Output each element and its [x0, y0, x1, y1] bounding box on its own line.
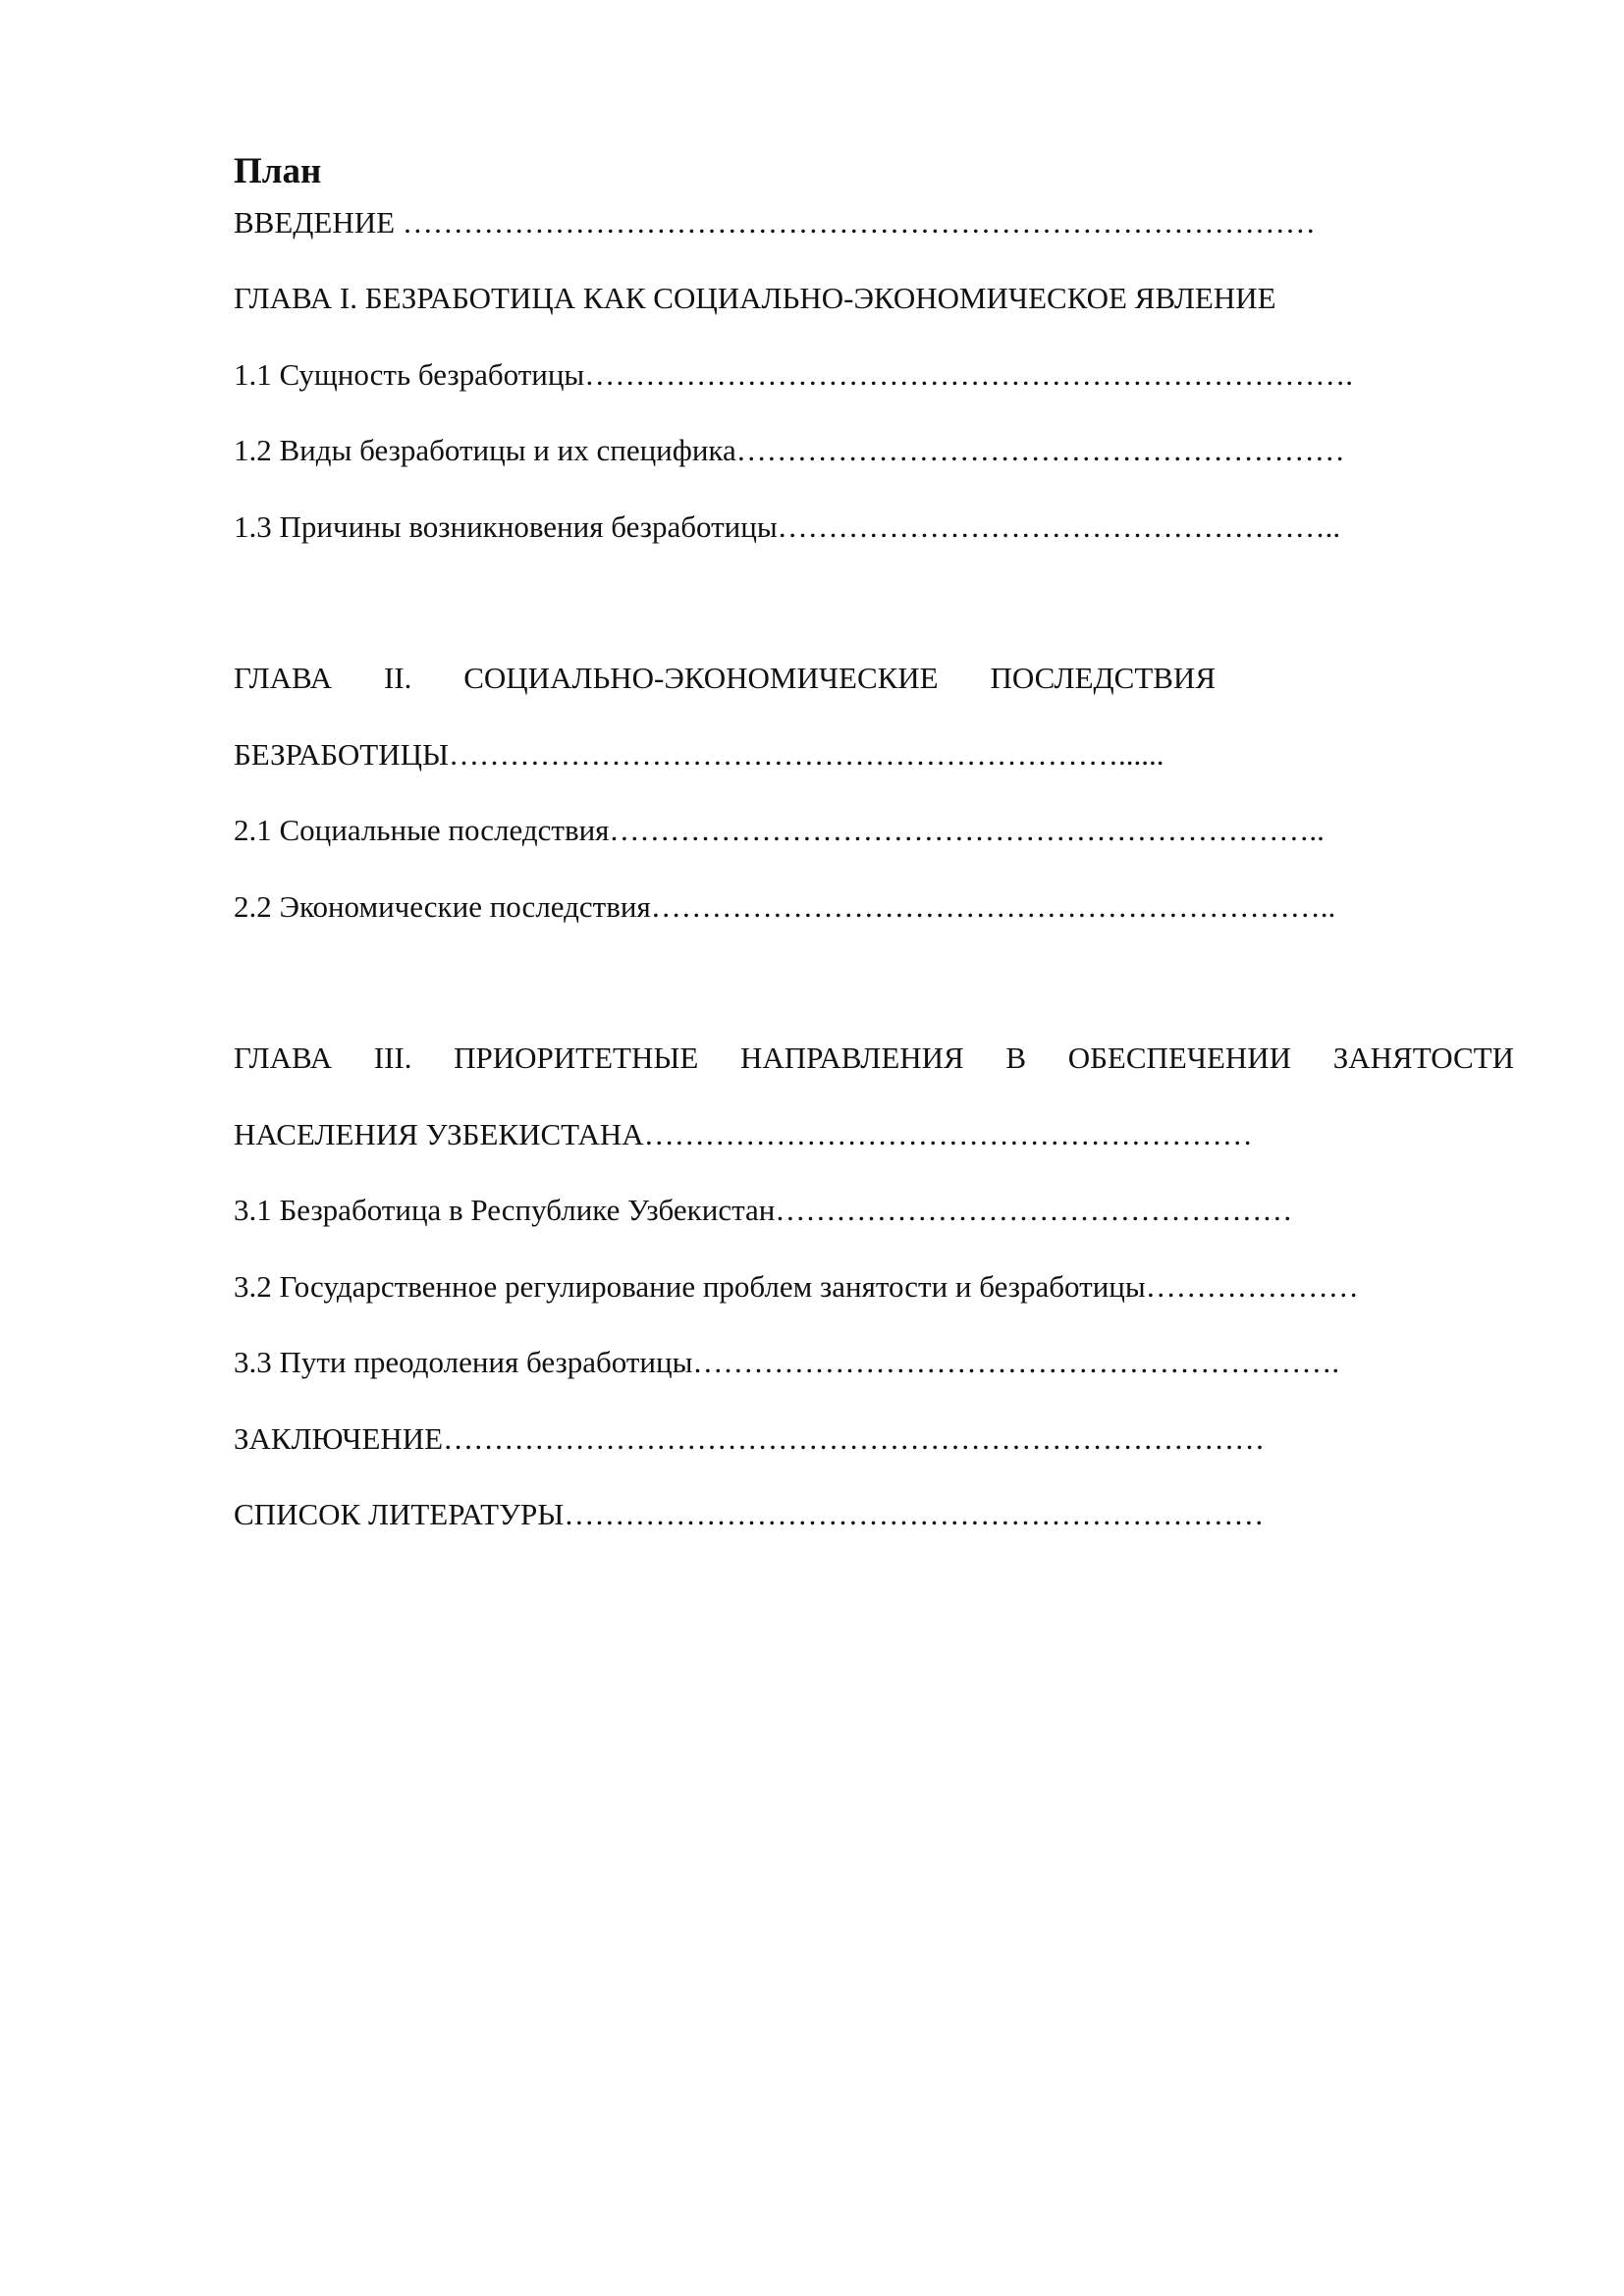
- toc-entry-section-3-1: 3.1 Безработица в Республике Узбекистан……………………………………………: [234, 1193, 1293, 1227]
- toc-entry-section-1-3: 1.3 Причины возникновения безработицы………………………………………………..: [234, 509, 1341, 544]
- toc-entry-conclusion: ЗАКЛЮЧЕНИЕ………………………………………………………………………: [234, 1421, 1266, 1456]
- toc-entry-chapter-2-line-1: ГЛАВА II. СОЦИАЛЬНО-ЭКОНОМИЧЕСКИЕ ПОСЛЕДСТВИЯ: [234, 661, 1216, 695]
- toc-entry-section-2-1: 2.1 Социальные последствия……………………………………………………………..: [234, 813, 1325, 847]
- toc-entry-references: СПИСОК ЛИТЕРАТУРЫ……………………………………………………………: [234, 1497, 1265, 1531]
- toc-entry-chapter-3-line-2: НАСЕЛЕНИЯ УЗБЕКИСТАНА……………………………………………………: [234, 1117, 1253, 1151]
- toc-entry-section-1-1: 1.1 Сущность безработицы………………………………………………………………….: [234, 357, 1354, 392]
- toc-entry-chapter-3-line-1: ГЛАВА III. ПРИОРИТЕТНЫЕ НАПРАВЛЕНИЯ В ОБЕСПЕЧЕНИИ ЗАНЯТОСТИ: [234, 1041, 1514, 1075]
- toc-entry-section-1-2: 1.2 Виды безработицы и их специфика……………………………………………………: [234, 433, 1345, 467]
- toc-entry-section-3-3: 3.3 Пути преодоления безработицы……………………………………………………….: [234, 1345, 1340, 1379]
- toc-entry-section-3-2: 3.2 Государственное регулирование проблем занятости и безработицы…………………: [234, 1269, 1359, 1304]
- toc-entry-chapter-1: ГЛАВА I. БЕЗРАБОТИЦА КАК СОЦИАЛЬНО-ЭКОНОМИЧЕСКОЕ ЯВЛЕНИЕ: [234, 281, 1276, 315]
- toc-entry-intro: ВВЕДЕНИЕ ………………………………………………………………………………: [234, 205, 1316, 240]
- page-title: План: [234, 151, 322, 191]
- toc-entry-chapter-2-line-2: БЕЗРАБОТИЦЫ…………………………………………………………......: [234, 737, 1164, 772]
- toc-entry-section-2-2: 2.2 Экономические последствия…………………………………………………………..: [234, 889, 1336, 924]
